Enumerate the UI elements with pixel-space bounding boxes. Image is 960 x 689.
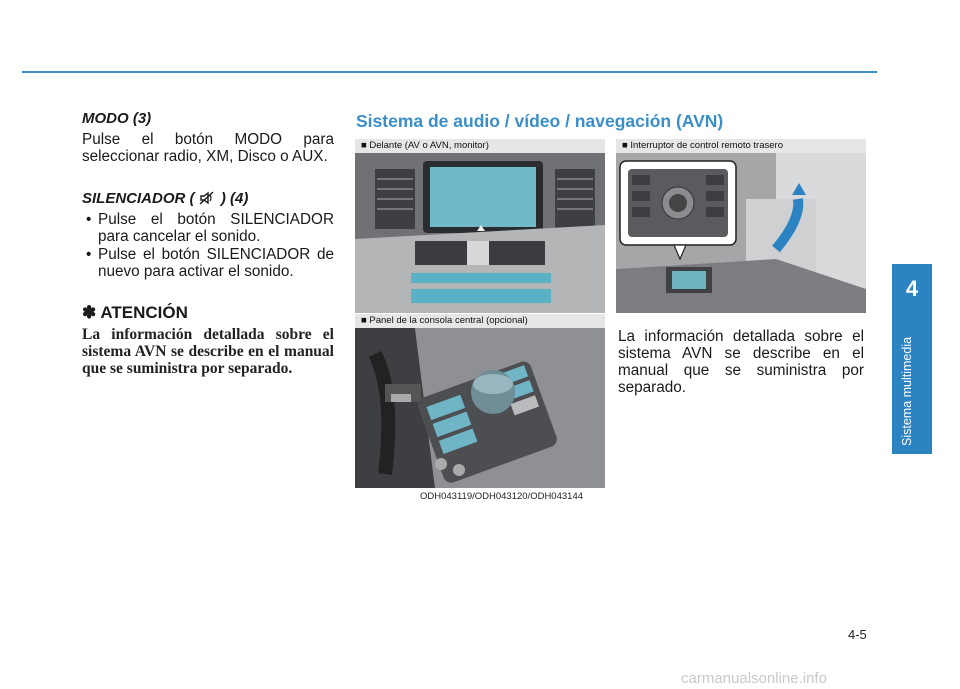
console-image (355, 314, 605, 488)
figure-code: ODH043119/ODH043120/ODH043144 (420, 491, 584, 502)
watermark: carmanualsonline.info (681, 670, 827, 687)
silenciador-heading-post: ) (4) (220, 190, 249, 207)
section-title: Sistema de audio / vídeo / navegación (AVN) (356, 111, 724, 131)
attention-title: ✽ ATENCIÓN (82, 303, 188, 322)
bullet-item (82, 211, 334, 245)
bullet-text: Pulse el botón SILENCIADOR de nuevo para activar el sonido. (98, 246, 334, 280)
chapter-tab[interactable] (892, 264, 932, 454)
front-dashboard-image (355, 139, 605, 313)
chapter-number: 4 (905, 276, 919, 301)
chapter-label: Sistema multimedia (900, 336, 914, 446)
bullet-item (82, 246, 334, 280)
page-number: 4-5 (848, 627, 867, 642)
bullet-dot: • (86, 211, 92, 228)
front-caption: ■ Delante (AV o AVN, monitor) (355, 139, 605, 153)
mute-icon (199, 191, 217, 205)
silenciador-heading-pre: SILENCIADOR ( (82, 190, 195, 207)
rear-remote-illustration (616, 139, 866, 313)
silenciador-heading (82, 190, 248, 207)
front-dashboard-illustration (355, 139, 605, 313)
rear-remote-image (616, 139, 866, 313)
modo-text: Pulse el botón MODO para seleccionar radio, XM, Disco o AUX. (82, 131, 334, 165)
modo-heading: MODO (3) (82, 110, 152, 127)
rear-caption: ■ Interruptor de control remoto trasero (616, 139, 866, 153)
bullet-text: Pulse el botón SILENCIADOR para cancelar el sonido. (98, 211, 334, 245)
top-rule (22, 71, 877, 73)
bullet-dot: • (86, 246, 92, 263)
console-illustration (355, 314, 605, 488)
avn-paragraph: La información detallada sobre el sistema AVN se describe en el manual que se suministra por separado. (618, 328, 864, 396)
console-caption: ■ Panel de la consola central (opcional) (355, 314, 605, 328)
attention-text: La información detallada sobre el sistema AVN se describe en el manual que se suministra por separado. (82, 326, 334, 377)
